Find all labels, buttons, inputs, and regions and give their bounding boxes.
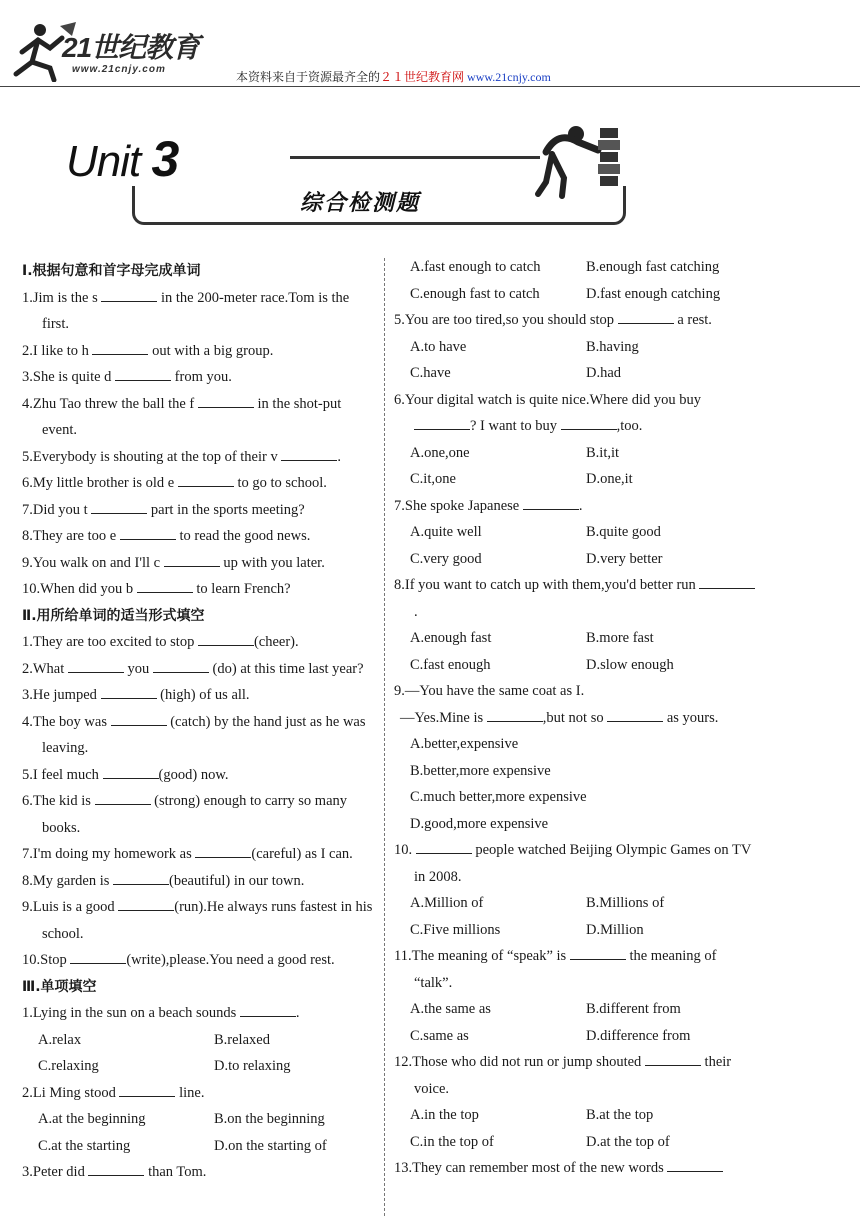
answer-blank[interactable] — [101, 289, 157, 302]
q1-4: 4.Zhu Tao threw the ball the f in the shot-put event. — [22, 395, 342, 438]
answer-blank[interactable] — [414, 417, 470, 430]
option-d[interactable]: D.had — [586, 365, 622, 381]
q3-8-options — [394, 625, 756, 652]
title-rule — [290, 156, 540, 159]
q3-12-options-2 — [394, 1129, 756, 1156]
answer-blank[interactable] — [68, 660, 124, 673]
q3-7: 7.She spoke Japanese . — [394, 497, 583, 514]
option-a[interactable]: A.Million of — [410, 895, 484, 911]
q2-6: 6.The kid is (strong) enough to carry so many books. — [22, 793, 348, 836]
option-a[interactable]: A.to have — [410, 338, 467, 355]
q3-9-option-b — [394, 758, 756, 785]
option-b[interactable]: B.on the beginning — [214, 1111, 325, 1127]
q1-7: 7.Did you t part in the sports meeting? — [22, 501, 305, 518]
answer-blank[interactable] — [699, 576, 755, 589]
q3-4-options-2 — [394, 281, 756, 308]
option-d[interactable]: D.fast enough catching — [586, 285, 721, 302]
q1-2: 2.I like to h out with a big group. — [22, 342, 274, 359]
q1-8: 8.They are too e to read the good news. — [22, 528, 311, 544]
q3-1-options — [22, 1027, 378, 1054]
source-url-link[interactable]: www.21cnjy.com — [467, 70, 551, 84]
q3-9-reply: —Yes.Mine is ,but not so as yours. — [400, 709, 719, 726]
section-1-heading: Ⅰ.根据句意和首字母完成单词 — [22, 263, 201, 279]
unit-word: Unit — [66, 137, 141, 186]
option-a[interactable]: A.one,one — [410, 444, 470, 461]
q2-8: 8.My garden is (beautiful) in our town. — [22, 872, 305, 889]
q3-10-options — [394, 890, 756, 917]
q3-2: 2.Li Ming stood line. — [22, 1084, 205, 1101]
answer-blank[interactable] — [118, 898, 174, 911]
q1-3: 3.She is quite d from you. — [22, 369, 232, 385]
q3-7-options-2 — [394, 546, 756, 573]
source-prefix: 本资料来自于资源最齐全的 — [236, 70, 381, 84]
answer-blank[interactable] — [164, 554, 220, 567]
answer-blank[interactable] — [416, 841, 472, 854]
answer-blank[interactable] — [113, 872, 169, 885]
option-c[interactable]: C.it,one — [410, 471, 456, 487]
answer-blank[interactable] — [101, 686, 157, 699]
q3-7-options — [394, 519, 756, 546]
q2-5: 5.I feel much (good) now. — [22, 766, 229, 783]
answer-blank[interactable] — [178, 474, 234, 487]
q2-3: 3.He jumped (high) of us all. — [22, 687, 250, 703]
q1-10: 10.When did you b to learn French? — [22, 581, 291, 597]
q2-2: 2.What you (do) at this time last year? — [22, 660, 364, 677]
unit-title — [66, 130, 178, 188]
q3-11-options-2 — [394, 1023, 756, 1050]
answer-blank[interactable] — [198, 633, 254, 646]
answer-blank[interactable] — [667, 1159, 723, 1172]
header-divider — [0, 86, 860, 87]
answer-blank[interactable] — [561, 417, 617, 430]
q3-9-option-c — [394, 784, 756, 811]
option-a[interactable]: A.better,expensive — [410, 736, 519, 752]
q3-9-option-a — [394, 731, 756, 758]
answer-blank[interactable] — [195, 845, 251, 858]
q3-9: 9.—You have the same coat as I. — [394, 683, 585, 699]
answer-blank[interactable] — [618, 311, 674, 324]
q3-5-options — [394, 334, 756, 361]
q3-6-options — [394, 440, 756, 467]
answer-blank[interactable] — [137, 580, 193, 593]
option-b[interactable]: B.at the top — [586, 1107, 654, 1123]
option-d[interactable]: D.on the starting of — [214, 1137, 327, 1154]
option-b[interactable]: B.relaxed — [214, 1031, 270, 1048]
option-c[interactable]: C.in the top of — [410, 1133, 494, 1150]
option-d[interactable]: D.one,it — [586, 471, 633, 487]
option-d[interactable]: D.slow enough — [586, 656, 674, 673]
q3-3: 3.Peter did than Tom. — [22, 1164, 207, 1180]
q2-10: 10.Stop (write),please.You need a good rest. — [22, 952, 335, 968]
subtitle: 综合检测题 — [300, 191, 421, 216]
option-b[interactable]: B.Millions of — [586, 895, 665, 911]
answer-blank[interactable] — [645, 1053, 701, 1066]
logo-text: 21世纪教育 — [62, 32, 200, 63]
q2-9: 9.Luis is a good (run).He always runs fastest in his school. — [22, 899, 373, 942]
answer-blank[interactable] — [119, 1084, 175, 1097]
q2-1: 1.They are too excited to stop (cheer). — [22, 634, 299, 650]
source-brand[interactable]: ２１世纪教育网 — [380, 70, 465, 84]
q3-10-options-2 — [394, 917, 756, 944]
option-d[interactable]: D.at the top of — [586, 1133, 670, 1150]
q3-8: 8.If you want to catch up with them,you'd better run . — [394, 572, 756, 625]
q3-1-options-2 — [22, 1053, 378, 1080]
option-c[interactable]: C.relaxing — [38, 1058, 99, 1074]
q3-1: 1.Lying in the sun on a beach sounds . — [22, 1005, 300, 1021]
q3-4-options — [394, 254, 756, 281]
answer-blank[interactable] — [111, 713, 167, 726]
option-d[interactable]: D.difference from — [586, 1027, 691, 1044]
option-d[interactable]: D.to relaxing — [214, 1058, 291, 1074]
answer-blank[interactable] — [115, 368, 171, 381]
answer-blank[interactable] — [240, 1004, 296, 1017]
answer-blank[interactable] — [487, 709, 543, 722]
q3-11-options — [394, 996, 756, 1023]
answer-blank[interactable] — [91, 501, 147, 514]
option-c[interactable]: C.same as — [410, 1027, 469, 1044]
answer-blank[interactable] — [120, 527, 176, 540]
answer-blank[interactable] — [570, 947, 626, 960]
q3-6-options-2 — [394, 466, 756, 493]
option-a[interactable]: A.the same as — [410, 1001, 491, 1017]
q1-5: 5.Everybody is shouting at the top of their v . — [22, 448, 341, 465]
right-column — [394, 254, 756, 1182]
answer-blank[interactable] — [103, 766, 159, 779]
section-2-heading: Ⅱ.用所给单词的适当形式填空 — [22, 607, 205, 624]
q1-1: 1.Jim is the s in the 200-meter race.Tom is the first. — [22, 289, 350, 332]
q3-12-options — [394, 1102, 756, 1129]
answer-blank[interactable] — [88, 1163, 144, 1176]
option-b[interactable]: B.it,it — [586, 444, 620, 461]
q3-12: 12.Those who did not run or jump shouted their voice. — [394, 1054, 732, 1097]
option-c[interactable]: C.Five millions — [410, 921, 501, 938]
option-c[interactable]: C.fast enough — [410, 656, 491, 673]
q3-5-options-2 — [394, 360, 756, 387]
answer-blank[interactable] — [523, 497, 579, 510]
answer-blank[interactable] — [153, 660, 209, 673]
option-a[interactable]: A.enough fast — [410, 630, 492, 646]
q3-11: 11.The meaning of “speak” is the meaning of “talk”. — [394, 948, 717, 991]
q2-4: 4.The boy was (catch) by the hand just as he was leaving. — [22, 713, 366, 756]
q3-6: 6.Your digital watch is quite nice.Where did you buy ? I want to buy ,too. — [394, 391, 701, 434]
option-b[interactable]: B.different from — [586, 1001, 681, 1017]
q3-5: 5.You are too tired,so you should stop a rest. — [394, 312, 712, 328]
answer-blank[interactable] — [92, 342, 148, 355]
option-b[interactable]: B.more fast — [586, 630, 654, 646]
answer-blank[interactable] — [281, 448, 337, 461]
option-b[interactable]: B.better,more expensive — [410, 762, 551, 779]
option-a[interactable]: A.quite well — [410, 524, 482, 540]
option-a[interactable]: A.at the beginning — [38, 1111, 146, 1127]
answer-blank[interactable] — [95, 792, 151, 805]
option-b[interactable]: B.having — [586, 338, 639, 355]
section-3-heading: Ⅲ.单项填空 — [22, 978, 97, 995]
q3-10: 10. people watched Beijing Olympic Games on TV in 2008. — [394, 842, 752, 885]
source-line — [236, 68, 551, 85]
option-c[interactable]: C.very good — [410, 550, 482, 567]
option-a[interactable]: A.fast enough to catch — [410, 259, 541, 275]
page-header — [0, 0, 860, 88]
q1-6: 6.My little brother is old e to go to school. — [22, 475, 327, 491]
option-a[interactable]: A.in the top — [410, 1107, 479, 1123]
option-b[interactable]: B.quite good — [586, 524, 661, 540]
q3-8-options-2 — [394, 652, 756, 679]
option-c[interactable]: C.enough fast to catch — [410, 285, 540, 302]
left-column — [22, 258, 378, 1186]
option-c[interactable]: C.much better,more expensive — [410, 789, 587, 805]
answer-blank[interactable] — [70, 951, 126, 964]
q2-7: 7.I'm doing my homework as (careful) as I can. — [22, 846, 353, 862]
option-d[interactable]: D.very better — [586, 550, 663, 567]
logo-url: www.21cnjy.com — [72, 64, 166, 75]
q3-2-options — [22, 1106, 378, 1133]
answer-blank[interactable] — [607, 709, 663, 722]
q3-2-options-2 — [22, 1133, 378, 1160]
q3-9-option-d — [394, 811, 756, 838]
q1-9: 9.You walk on and I'll c up with you later. — [22, 554, 325, 571]
person-stacking-books-icon — [528, 120, 638, 200]
option-c[interactable]: C.have — [410, 365, 451, 381]
option-d[interactable]: D.good,more expensive — [410, 815, 549, 832]
option-b[interactable]: B.enough fast catching — [586, 259, 720, 275]
unit-number: 3 — [151, 131, 179, 187]
answer-blank[interactable] — [198, 395, 254, 408]
q3-13: 13.They can remember most of the new words — [394, 1155, 756, 1182]
option-c[interactable]: C.at the starting — [38, 1137, 131, 1154]
option-a[interactable]: A.relax — [38, 1031, 82, 1048]
option-d[interactable]: D.Million — [586, 921, 644, 938]
